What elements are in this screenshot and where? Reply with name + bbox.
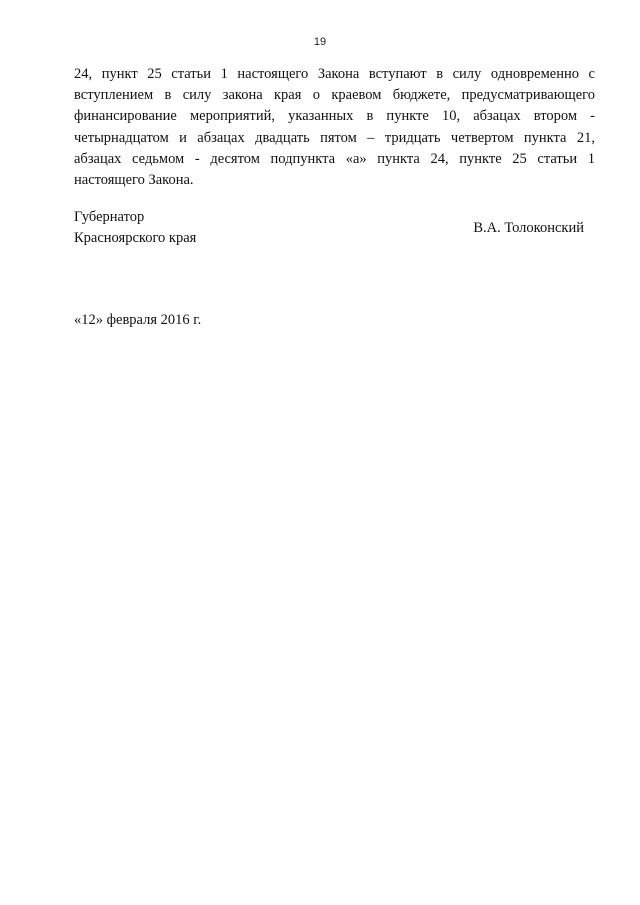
body-line: настоящего Закона.: [74, 172, 194, 189]
body-line: финансирование мероприятий, указанных в пункте 10, абзацах втором -: [74, 108, 595, 125]
body-line: вступлением в силу закона края о краевом бюджете, предусматривающего: [74, 87, 595, 104]
page-number: 19: [313, 36, 327, 48]
body-paragraph: [74, 64, 595, 191]
signatory-region: Красноярского края: [74, 230, 197, 246]
signing-date: «12» февраля 2016 г.: [74, 312, 202, 328]
signatory-title: Губернатор: [74, 209, 145, 225]
body-line: абзацах седьмом - десятом подпункта «а» пункта 24, пункте 25 статьи 1: [74, 150, 595, 167]
body-line: 24, пункт 25 статьи 1 настоящего Закона вступают в силу одновременно с: [74, 66, 595, 82]
signature-block: [74, 207, 584, 249]
signatory-name: В.А. Толоконский: [473, 220, 584, 236]
body-line: четырнадцатом и абзацах двадцать пятом – тридцать четвертом пункта 21,: [74, 129, 595, 146]
